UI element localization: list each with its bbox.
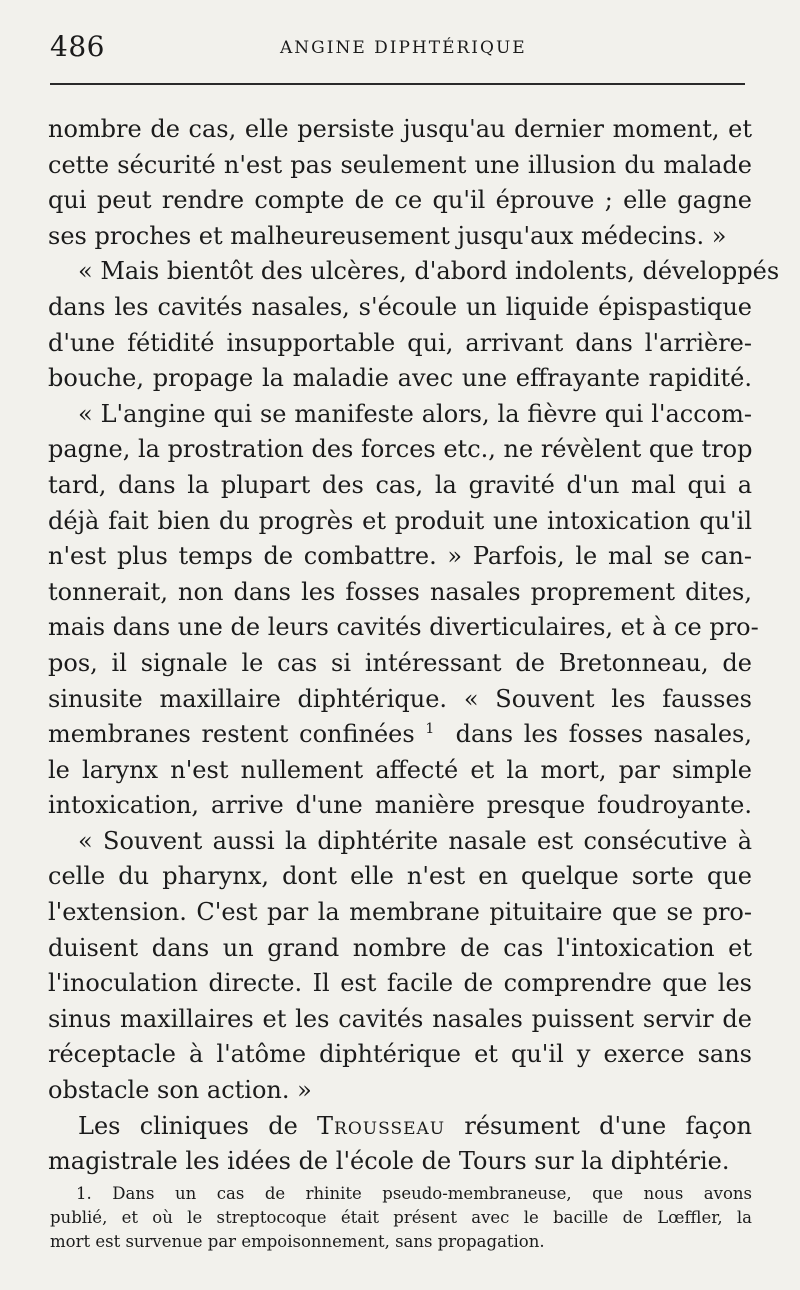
text-line: duisent dans un grand nombre de cas l'intoxication et bbox=[48, 933, 752, 962]
text-segment: dans les fosses nasales, bbox=[455, 720, 753, 749]
text-line: « Souvent aussi la diphtérite nasale est consécutive à bbox=[78, 826, 752, 855]
text-line: mais dans une de leurs cavités diverticulaires, et à ce pro- bbox=[48, 613, 759, 642]
text-line: « Mais bientôt des ulcères, d'abord indolents, développés bbox=[78, 257, 780, 286]
text-line: sinusite maxillaire diphtérique. « Souvent les fausses bbox=[48, 684, 752, 713]
text-line: tonnerait, non dans les fosses nasales proprement dites, bbox=[48, 577, 752, 606]
body-text bbox=[48, 112, 780, 1180]
header-rule bbox=[50, 83, 745, 85]
text-line: magistrale les idées de l'école de Tours sur la diphtérie. bbox=[48, 1147, 730, 1176]
text-line: « L'angine qui se manifeste alors, la fièvre qui l'accom- bbox=[78, 399, 752, 428]
text-line: intoxication, arrive d'une manière presque foudroyante. bbox=[48, 791, 752, 820]
text-line: dans les cavités nasales, s'écoule un liquide épispastique bbox=[48, 292, 752, 321]
text-line: nombre de cas, elle persiste jusqu'au dernier moment, et bbox=[48, 115, 752, 143]
footnote-line: mort est survenue par empoisonnement, sans propagation. bbox=[50, 1232, 545, 1251]
author-name: Trousseau bbox=[317, 1111, 446, 1140]
text-line: ses proches et malheureusement jusqu'aux médecins. » bbox=[48, 221, 727, 250]
text-line: réceptacle à l'atôme diphtérique et qu'il y exerce sans bbox=[48, 1040, 752, 1069]
page-number: 486 bbox=[50, 30, 105, 63]
text-line: sinus maxillaires et les cavités nasales puissent servir de bbox=[48, 1004, 752, 1033]
footnote bbox=[50, 1182, 752, 1254]
text-line: n'est plus temps de combattre. » Parfois, le mal se can- bbox=[48, 542, 752, 571]
text-line: bouche, propage la maladie avec une effrayante rapidité. bbox=[48, 364, 752, 393]
text-line: tard, dans la plupart des cas, la gravité d'un mal qui a bbox=[48, 470, 752, 499]
running-title: ANGINE DIPHTÉRIQUE bbox=[280, 38, 527, 58]
text-line: cette sécurité n'est pas seulement une illusion du malade bbox=[48, 150, 752, 179]
text-line: déjà fait bien du progrès et produit une intoxication qu'il bbox=[48, 506, 752, 535]
text-line: l'inoculation directe. Il est facile de comprendre que les bbox=[48, 969, 752, 998]
footnote-marker[interactable]: 1 bbox=[425, 721, 435, 738]
page-header bbox=[50, 30, 750, 70]
text-line: pos, il signale le cas si intéressant de Bretonneau, de bbox=[48, 648, 752, 677]
text-segment: membranes restent confinées bbox=[48, 720, 415, 749]
footnote-line: 1. Dans un cas de rhinite pseudo-membraneuse, que nous avons bbox=[76, 1184, 752, 1203]
footnote-line: publié, et où le streptocoque était présent avec le bacille de Lœffler, la bbox=[50, 1208, 752, 1227]
text-line: l'extension. C'est par la membrane pituitaire que se pro- bbox=[48, 898, 752, 927]
text-line: le larynx n'est nullement affecté et la mort, par simple bbox=[48, 755, 752, 784]
text-line: d'une fétidité insupportable qui, arrivant dans l'arrière- bbox=[48, 328, 752, 357]
text-line: pagne, la prostration des forces etc., ne révèlent que trop bbox=[48, 435, 753, 464]
text-line bbox=[48, 717, 752, 753]
text-line: qui peut rendre compte de ce qu'il éprouve ; elle gagne bbox=[48, 186, 752, 215]
text-line: celle du pharynx, dont elle n'est en quelque sorte que bbox=[48, 862, 752, 891]
text-line: obstacle son action. » bbox=[48, 1076, 312, 1105]
text-segment: Les cliniques de bbox=[78, 1111, 298, 1140]
text-segment: résument d'une façon bbox=[464, 1111, 752, 1140]
text-line bbox=[48, 1109, 752, 1145]
